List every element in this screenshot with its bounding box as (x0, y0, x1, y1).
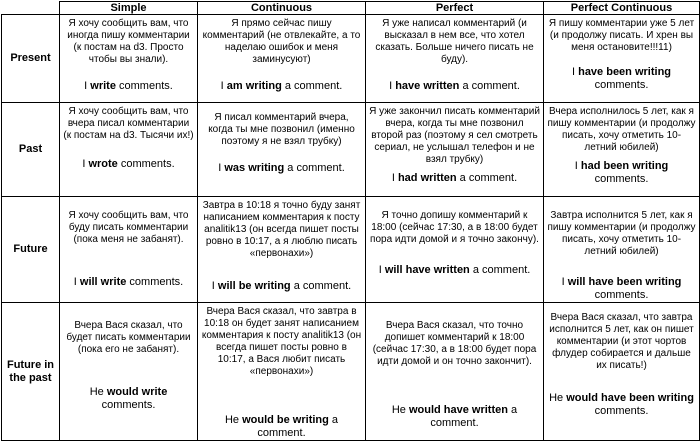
cell-description: Я прямо сейчас пишу комментарий (не отвлекайте, а то наделаю ошибок и меня заминусуют) (202, 18, 361, 65)
cell-description: Вчера Вася сказал, что завтра исполнится 5 лет, как он пишет комментарии (и этот чортов флудер собирается и дальше их писать!) (549, 312, 694, 371)
table-cell (366, 15, 544, 103)
cell-example: I write comments. (84, 80, 173, 92)
cell-example: I have written a comment. (389, 80, 520, 92)
cell-example: I will be writing a comment. (211, 280, 352, 292)
table-cell (198, 197, 366, 303)
cell-example: I have been writing comments. (571, 66, 672, 91)
cell-example: I will have been writing comments. (561, 276, 682, 301)
table-cell (544, 103, 700, 197)
cell-example: I am writing a comment. (220, 80, 343, 92)
row-header-future-in-the-past: Future in the past (2, 303, 60, 441)
table-row-future-in-the-past (2, 303, 700, 441)
cell-example: I had been writing comments. (574, 160, 669, 185)
cell-description: Я хочу сообщить вам, что иногда пишу комментарии (к постам на d3. Просто чтобы вы знали). (67, 18, 190, 65)
cell-description: Вчера Вася сказал, что точно допишет комментарий к 18:00 (сейчас 17:30, а в 18:00 будет пора идти домой и он точно закончит). (372, 320, 537, 367)
tenses-table (1, 1, 700, 441)
cell-example: He would have written a comment. (391, 404, 518, 429)
table-cell (366, 303, 544, 441)
cell-description: Вчера исполнилось 5 лет, как я пишу комментарии (и продолжу писать, хочу отметить 10-летний юбилей) (547, 106, 696, 153)
table-cell (198, 103, 366, 197)
table-cell (60, 15, 198, 103)
cell-description: Завтра в 10:18 я точно буду занят написанием комментария к посту analitik13 (он всегда пишет посты ровно в 10:17, а я люблю писать «первонахи») (202, 200, 361, 259)
col-header-continuous: Continuous (198, 2, 366, 15)
table-cell (198, 15, 366, 103)
header-row (2, 2, 700, 15)
cell-description: Я писал комментарий вчера, когда ты мне позвонил (именно поэтому я не взял трубку) (208, 112, 355, 147)
row-header-past: Past (2, 103, 60, 197)
cell-example: I will have written a comment. (378, 264, 531, 276)
col-header-perfect: Perfect (366, 2, 544, 15)
cell-description: Я точно допишу комментарий к 18:00 (сейчас 17:30, а в 18:00 будет пора идти домой и я точно закончу). (370, 210, 539, 245)
cell-description: Вчера Вася сказал, что будет писать комментарии (пока его не забанят). (66, 320, 191, 355)
col-header-simple: Simple (60, 2, 198, 15)
table-row-present (2, 15, 700, 103)
table-cell (366, 197, 544, 303)
table-cell (198, 303, 366, 441)
cell-example: He would write comments. (89, 386, 168, 411)
cell-example: I had written a comment. (391, 172, 518, 184)
row-header-present: Present (2, 15, 60, 103)
cell-example: He would be writing a comment. (224, 414, 339, 439)
cell-example: I will write comments. (73, 276, 184, 288)
table-row-past (2, 103, 700, 197)
cell-description: Вчера Вася сказал, что завтра в 10:18 он будет занят написанием комментария к посту analitik13 (он всегда пишет посты ровно в 10:17, а Вася любит писать «первонахи») (201, 306, 362, 377)
col-header-perfect-continuous: Perfect Continuous (544, 2, 700, 15)
cell-description: Я пишу комментарии уже 5 лет (и продолжу писать. И хрен вы меня остановите!!!11) (548, 18, 695, 53)
table-cell (60, 197, 198, 303)
table-cell (366, 103, 544, 197)
cell-description: Я хочу сообщить вам, что вчера писал комментарии (к постам на d3. Тысячи их!) (63, 106, 194, 141)
cell-description: Я уже закончил писать комментарий вчера, когда ты мне позвонил второй раз (поэтому я сел смотреть сериал, не услышал телефон и не взял трубку) (369, 106, 540, 165)
table-cell (60, 103, 198, 197)
cell-description: Я уже написал комментарий (и высказал в нем все, что хотел сказать. Больше ничего писать не буду). (375, 18, 534, 65)
cell-description: Я хочу сообщить вам, что буду писать комментарии (пока меня не забанят). (68, 210, 189, 245)
table-cell (544, 15, 700, 103)
cell-example: He would have been writing comments. (549, 392, 694, 417)
corner-cell (2, 2, 60, 15)
cell-example: I wrote comments. (82, 158, 175, 170)
table-cell (544, 303, 700, 441)
table-cell (60, 303, 198, 441)
cell-example: I was writing a comment. (218, 162, 345, 174)
cell-description: Завтра исполнится 5 лет, как я пишу комментарии (и продолжу писать, хочу отметить 10-летний юбилей) (547, 210, 696, 257)
row-header-future: Future (2, 197, 60, 303)
table-cell (544, 197, 700, 303)
table-row-future (2, 197, 700, 303)
